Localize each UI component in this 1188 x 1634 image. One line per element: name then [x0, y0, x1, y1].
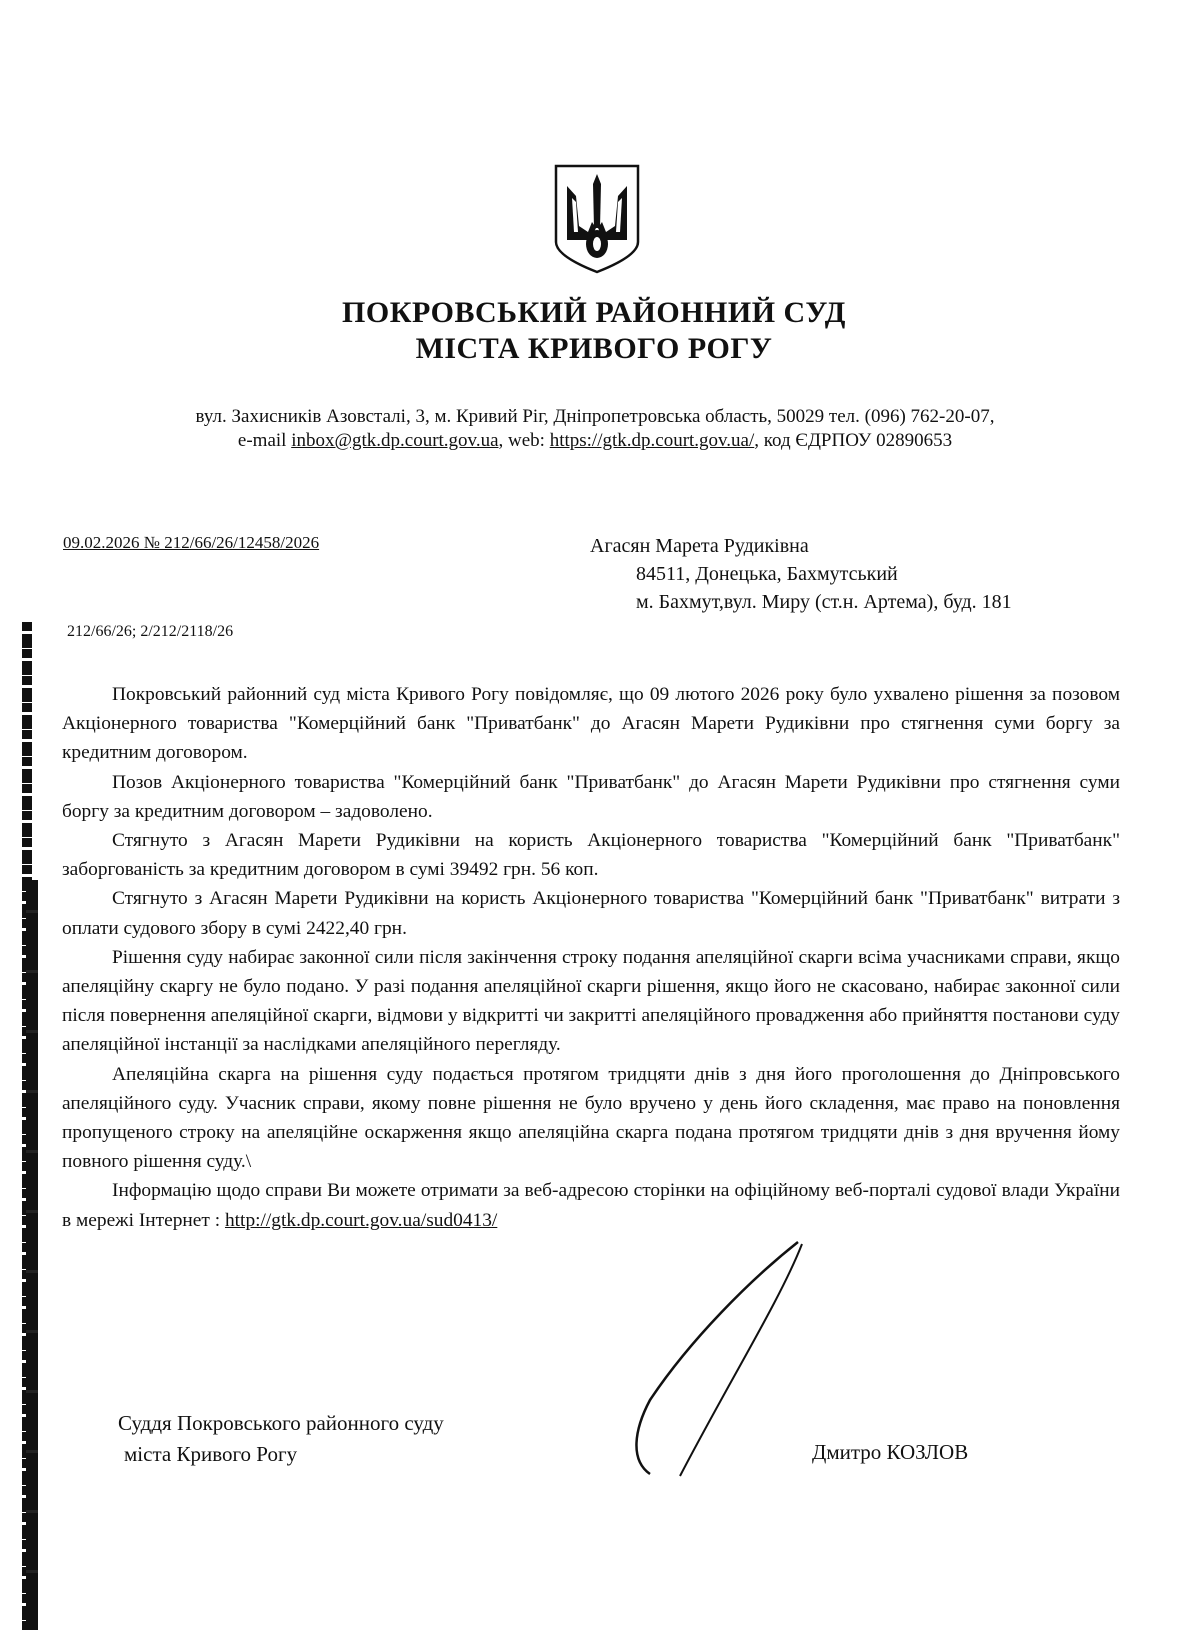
recipient-block [590, 532, 1012, 616]
court-contacts: вул. Захисників Азовсталі, 3, м. Кривий Ріг, Дніпропетровська область, 50029 тел. (096) 762-20-07, e-mail inbox@gtk.dp.court.gov.ua, web: https://gtk.dp.court.gov.ua/, код ЄДРПОУ 02890653 [60, 405, 1130, 453]
paragraph: Стягнуто з Агасян Марети Рудиківни на користь Акціонерного товариства "Комерційний банк "Приватбанк" витрати з оплати судового збору в сумі 2422,40 грн. [62, 888, 1120, 939]
paragraph: Стягнуто з Агасян Марети Рудиківни на користь Акціонерного товариства "Комерційний банк "Приватбанк" заборгованість за кредитним договором в сумі 39492 грн. 56 коп. [62, 830, 1120, 881]
court-name-line1: ПОКРОВСЬКИЙ РАЙОННИЙ СУД [342, 296, 846, 329]
case-reference: 212/66/26; 2/212/2118/26 [67, 623, 234, 640]
handwritten-signature [620, 1240, 820, 1480]
ukraine-trident-coat-of-arms-icon [552, 164, 642, 274]
paragraph: Покровський районний суд міста Кривого Рогу повідомляє, що 09 лютого 2026 року було ухвалено рішення за позовом Акціонерного товариства "Комерційний банк "Приватбанк" до Агасян Марети Рудиківни про стягнення суми боргу за кредитним договором. [62, 684, 1120, 764]
email-link[interactable]: inbox@gtk.dp.court.gov.ua [291, 430, 499, 451]
judge-name: Дмитро КОЗЛОВ [812, 1440, 969, 1464]
paragraph: Позов Акціонерного товариства "Комерційний банк "Приватбанк" до Агасян Марети Рудиківни про стягнення суми боргу за кредитним договором – задоволено. [62, 771, 1120, 822]
judge-title-line2: міста Кривого Рогу [124, 1442, 298, 1466]
email-label: e-mail [237, 430, 287, 451]
judge-title-line1: Суддя Покровського районного суду [118, 1411, 444, 1435]
recipient-name: Агасян Марета Рудиківна [590, 535, 809, 557]
court-address: вул. Захисників Азовсталі, 3, м. Кривий Ріг, Дніпропетровська область, 50029 тел. (096) 762-20-07, [195, 406, 995, 427]
notice-body [62, 680, 1120, 1235]
court-name-line2: МІСТА КРИВОГО РОГУ [415, 332, 773, 365]
web-label: web: [508, 430, 545, 451]
website-link[interactable]: https://gtk.dp.court.gov.ua/ [549, 430, 755, 451]
judge-title [118, 1408, 444, 1470]
case-info-link[interactable]: http://gtk.dp.court.gov.ua/sud0413/ [224, 1209, 498, 1231]
paragraph: Рішення суду набирає законної сили після закінчення строку подання апеляційної скарги всіма учасниками справи, якщо апеляційну скаргу не було подано. У разі подання апеляційної скарги рішення, якщо його не скасовано, набирає законної сили після повернення апеляційної скарги, відмови у відкритті чи закритті апеляційного провадження або прийняття постанови суду апеляційної інстанції за наслідками апеляційного перегляду. [62, 946, 1120, 1056]
info-paragraph [62, 1176, 1120, 1234]
recipient-address-line1: 84511, Донецька, Бахмутський [636, 563, 898, 585]
info-text: Інформацію щодо справи Ви можете отримати за веб-адресою сторінки на офіційному веб-порталі судової влади України в мережі Інтернет : [62, 1180, 1120, 1231]
edrpou-code: , код ЄДРПОУ 02890653 [754, 430, 953, 451]
paragraph: Апеляційна скарга на рішення суду подається протягом тридцяти днів з дня його проголошення до Дніпровського апеляційного суду. Учасник справи, якому повне рішення не було вручено у день його складення, має право на поновлення пропущеного строку на апеляційне оскарження якщо апеляційна скарга подана протягом тридцяти днів з дня вручення йому повного рішення суду.\ [62, 1063, 1120, 1173]
outgoing-number: 09.02.2026 № 212/66/26/12458/2026 [63, 533, 320, 552]
recipient-address-line2: м. Бахмут,вул. Миру (ст.н. Артема), буд. 181 [636, 591, 1012, 613]
scan-edge-artifact-lower [26, 880, 38, 1630]
